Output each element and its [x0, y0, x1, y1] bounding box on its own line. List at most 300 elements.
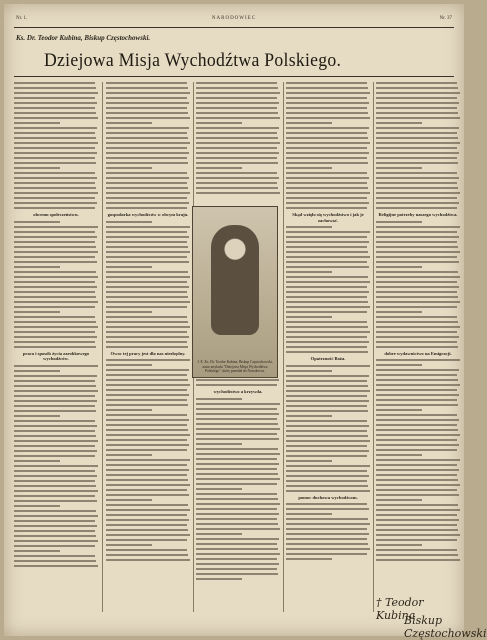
- text-line: [286, 261, 367, 263]
- text-line: [376, 296, 458, 298]
- text-line: [196, 384, 277, 386]
- column-divider: [102, 82, 103, 612]
- text-line: [106, 554, 188, 556]
- text-line: [376, 87, 458, 89]
- text-line: [376, 534, 460, 536]
- text-line: [14, 410, 96, 412]
- text-line: [14, 370, 60, 372]
- text-line: [376, 167, 422, 169]
- text-line: [286, 503, 367, 505]
- text-line: [14, 187, 96, 189]
- text-line: [14, 321, 96, 323]
- text-line: [106, 514, 187, 516]
- text-line: [286, 97, 367, 99]
- text-line: [14, 157, 95, 159]
- text-line: [196, 468, 277, 470]
- text-line: [106, 524, 187, 526]
- text-line: [196, 112, 278, 114]
- text-line: [106, 112, 188, 114]
- text-line: [286, 341, 369, 343]
- text-line: [106, 534, 190, 536]
- text-line: [106, 271, 188, 273]
- text-line: [196, 478, 280, 480]
- text-line: [376, 439, 457, 441]
- text-line: [106, 231, 187, 233]
- text-line: [286, 187, 368, 189]
- text-line: [106, 172, 187, 174]
- text-line: [106, 469, 189, 471]
- text-line: [286, 241, 369, 243]
- text-line: [376, 499, 422, 501]
- text-line: [286, 207, 367, 209]
- text-line: [14, 182, 95, 184]
- text-line: [106, 311, 152, 313]
- text-line: [196, 117, 280, 119]
- text-line: [376, 389, 457, 391]
- text-line: [106, 384, 190, 386]
- text-line: [286, 558, 332, 560]
- text-line: [14, 500, 97, 502]
- text-line: [286, 380, 367, 382]
- text-line: [196, 423, 278, 425]
- text-line: [196, 187, 278, 189]
- text-line: [106, 246, 188, 248]
- text-line: [106, 157, 187, 159]
- text-line: [14, 172, 95, 174]
- text-line: [286, 147, 367, 149]
- text-line: [376, 494, 459, 496]
- text-line: [106, 142, 190, 144]
- text-line: [106, 454, 152, 456]
- text-line: [106, 544, 152, 546]
- text-line: [106, 394, 189, 396]
- text-line: [376, 479, 458, 481]
- text-line: [286, 102, 369, 104]
- text-line: [196, 87, 278, 89]
- text-line: [286, 226, 332, 228]
- text-line: [196, 438, 279, 440]
- text-line: [106, 97, 187, 99]
- newspaper-page: [4, 4, 487, 640]
- text-line: [14, 530, 95, 532]
- text-line: [376, 112, 458, 114]
- text-line: [376, 286, 459, 288]
- text-line: [286, 346, 367, 348]
- text-line: [376, 509, 460, 511]
- text-line: [14, 261, 97, 263]
- text-line: [14, 246, 96, 248]
- text-line: [196, 548, 278, 550]
- text-line: [286, 490, 370, 492]
- text-line: [14, 162, 96, 164]
- text-line: [376, 464, 457, 466]
- text-line: [286, 246, 367, 248]
- text-line: [106, 177, 189, 179]
- text-line: [14, 425, 97, 427]
- text-line: [196, 142, 280, 144]
- text-line: [286, 513, 332, 515]
- text-line: [106, 494, 189, 496]
- text-line: [286, 533, 369, 535]
- text-line: [376, 256, 457, 258]
- text-line: [14, 341, 95, 343]
- text-line: [106, 326, 190, 328]
- text-line: [376, 187, 458, 189]
- text-line: [286, 480, 367, 482]
- text-line: [376, 459, 460, 461]
- text-line: [376, 331, 457, 333]
- text-line: [106, 266, 152, 268]
- text-line: [106, 301, 190, 303]
- text-line: [14, 326, 98, 328]
- text-line: [286, 192, 370, 194]
- text-line: [286, 316, 332, 318]
- text-line: [14, 400, 97, 402]
- text-line: [14, 455, 95, 457]
- text-line: [106, 147, 187, 149]
- text-line: [286, 132, 367, 134]
- section-subhead: obcemu społeczeństwu.: [33, 212, 79, 217]
- text-line: [376, 137, 458, 139]
- text-line: [286, 435, 368, 437]
- text-line: [376, 306, 457, 308]
- text-line: [286, 202, 369, 204]
- text-line: [14, 420, 95, 422]
- text-line: [14, 316, 95, 318]
- text-line: [106, 559, 190, 561]
- text-line: [14, 192, 98, 194]
- text-line: [106, 409, 152, 411]
- text-line: [106, 374, 187, 376]
- text-line: [286, 485, 368, 487]
- text-line: [376, 127, 459, 129]
- text-line: [196, 147, 277, 149]
- text-line: [376, 434, 460, 436]
- text-line: [376, 207, 457, 209]
- text-line: [106, 379, 188, 381]
- text-line: [196, 483, 277, 485]
- text-line: [14, 92, 98, 94]
- text-line: [286, 470, 367, 472]
- text-line: [286, 385, 368, 387]
- text-line: [14, 286, 97, 288]
- text-line: [14, 241, 95, 243]
- text-line: [376, 316, 457, 318]
- text-line: [376, 202, 459, 204]
- text-line: [376, 236, 459, 238]
- text-line: [376, 276, 460, 278]
- text-line: [106, 444, 189, 446]
- text-line: [376, 336, 459, 338]
- text-line: [14, 440, 98, 442]
- text-line: [106, 286, 189, 288]
- text-line: [106, 331, 187, 333]
- text-line: [286, 420, 367, 422]
- text-line: [286, 326, 368, 328]
- text-line: [14, 202, 97, 204]
- text-line: [286, 167, 332, 169]
- text-line: [376, 519, 459, 521]
- issue-number-right: Nr. 37: [439, 16, 452, 21]
- text-line: [106, 306, 187, 308]
- text-line: [376, 474, 457, 476]
- text-line: [106, 449, 187, 451]
- section-subhead: praca i sposób życia zarobkowego wychodźców.: [22, 350, 90, 361]
- text-line: [286, 82, 367, 84]
- text-line: [376, 102, 459, 104]
- text-line: [14, 177, 97, 179]
- text-line: [106, 192, 190, 194]
- text-line: [376, 409, 422, 411]
- text-line: [196, 428, 280, 430]
- text-line: [376, 549, 457, 551]
- text-line: [14, 331, 95, 333]
- text-line: [196, 107, 277, 109]
- text-line: [196, 82, 277, 84]
- text-line: [286, 286, 367, 288]
- text-line: [286, 142, 370, 144]
- text-line: [196, 533, 242, 535]
- text-line: [376, 182, 457, 184]
- text-line: [376, 226, 460, 228]
- text-line: [106, 341, 187, 343]
- text-line: [286, 370, 332, 372]
- text-line: [376, 399, 457, 401]
- text-line: [286, 177, 369, 179]
- column-2: [106, 82, 190, 612]
- text-line: [376, 424, 457, 426]
- text-line: [106, 117, 190, 119]
- text-line: [286, 137, 368, 139]
- text-line: [106, 509, 190, 511]
- text-line: [14, 251, 98, 253]
- text-line: [14, 276, 98, 278]
- article-title: Dziejowa Misja Wychodźtwa Polskiego.: [44, 50, 342, 71]
- text-line: [286, 508, 369, 510]
- text-line: [106, 251, 190, 253]
- text-line: [376, 504, 458, 506]
- text-line: [106, 296, 188, 298]
- newspaper-name: NARODOWIEC: [211, 16, 257, 21]
- text-line: [14, 117, 98, 119]
- text-line: [286, 291, 369, 293]
- text-line: [196, 463, 279, 465]
- text-line: [14, 197, 95, 199]
- text-line: [196, 132, 277, 134]
- text-line: [14, 415, 60, 417]
- text-line: [376, 539, 457, 541]
- text-line: [376, 449, 457, 451]
- text-line: [196, 443, 242, 445]
- text-line: [376, 157, 457, 159]
- text-line: [196, 448, 278, 450]
- text-line: [286, 331, 370, 333]
- text-line: [106, 404, 188, 406]
- text-line: [376, 346, 458, 348]
- column-4: [286, 82, 370, 612]
- text-line: [376, 82, 457, 84]
- column-5: [376, 82, 460, 612]
- text-line: [196, 403, 280, 405]
- text-line: [376, 419, 459, 421]
- text-line: [376, 107, 457, 109]
- page-header: [14, 14, 454, 26]
- text-line: [106, 399, 187, 401]
- text-line: [376, 394, 459, 396]
- text-line: [286, 430, 367, 432]
- text-line: [286, 276, 368, 278]
- text-line: [14, 271, 96, 273]
- text-line: [286, 301, 368, 303]
- text-line: [14, 112, 96, 114]
- text-line: [106, 549, 187, 551]
- text-line: [106, 236, 189, 238]
- text-line: [196, 543, 277, 545]
- section-subhead: pomoc duchowa wychodźcom.: [298, 494, 358, 500]
- text-line: [376, 152, 459, 154]
- text-line: [196, 408, 277, 410]
- text-line: [106, 369, 189, 371]
- text-line: [286, 117, 370, 119]
- text-line: [14, 82, 95, 84]
- text-line: [14, 540, 98, 542]
- text-line: [286, 395, 367, 397]
- text-line: [286, 197, 367, 199]
- text-line: [286, 553, 367, 555]
- text-line: [106, 434, 190, 436]
- section-subhead: Owoc tej pracy jest dla nas niezbędny.: [110, 350, 186, 356]
- section-subhead: dobre wydawnictwo na Emigracji.: [384, 350, 452, 356]
- text-line: [14, 395, 95, 397]
- text-line: [196, 508, 277, 510]
- section-subhead: Opatrzność Boża.: [310, 356, 346, 361]
- text-line: [14, 475, 97, 477]
- text-line: [196, 433, 277, 435]
- text-line: [376, 177, 459, 179]
- text-line: [14, 380, 95, 382]
- text-line: [376, 379, 458, 381]
- text-line: [196, 152, 279, 154]
- text-line: [106, 459, 190, 461]
- text-line: [14, 525, 97, 527]
- column-1: [14, 82, 98, 612]
- text-line: [286, 296, 367, 298]
- text-line: [286, 231, 370, 233]
- text-line: [286, 87, 368, 89]
- issue-number-left: Nr. 1.: [16, 16, 28, 21]
- text-line: [14, 226, 98, 228]
- text-line: [14, 97, 95, 99]
- text-line: [106, 484, 190, 486]
- text-line: [376, 514, 457, 516]
- text-line: [376, 326, 460, 328]
- text-line: [286, 336, 367, 338]
- text-line: [376, 122, 422, 124]
- text-line: [196, 97, 277, 99]
- text-line: [376, 559, 460, 561]
- text-line: [286, 475, 369, 477]
- text-line: [196, 379, 279, 381]
- text-line: [106, 359, 190, 361]
- text-line: [106, 281, 187, 283]
- text-line: [14, 231, 95, 233]
- text-line: [106, 132, 187, 134]
- text-line: [376, 221, 422, 223]
- text-line: [106, 321, 188, 323]
- text-line: [106, 221, 152, 223]
- text-line: [14, 435, 96, 437]
- text-line: [106, 389, 187, 391]
- text-line: [14, 460, 60, 462]
- text-line: [106, 162, 188, 164]
- text-line: [14, 480, 95, 482]
- text-line: [14, 281, 95, 283]
- text-line: [376, 197, 457, 199]
- text-line: [286, 162, 368, 164]
- text-line: [196, 398, 242, 400]
- text-line: [106, 316, 187, 318]
- text-line: [286, 281, 370, 283]
- text-line: [376, 359, 460, 361]
- text-line: [196, 573, 278, 575]
- text-line: [286, 410, 368, 412]
- text-line: [286, 112, 368, 114]
- text-line: [14, 430, 95, 432]
- text-line: [106, 256, 187, 258]
- text-line: [196, 518, 277, 520]
- text-line: [196, 167, 242, 169]
- text-line: [106, 464, 187, 466]
- text-line: [14, 550, 60, 552]
- text-line: [286, 172, 367, 174]
- text-line: [106, 346, 188, 348]
- text-line: [376, 251, 460, 253]
- text-line: [14, 107, 95, 109]
- text-line: [106, 167, 152, 169]
- text-line: [106, 241, 187, 243]
- text-line: [196, 523, 278, 525]
- text-line: [14, 221, 60, 223]
- text-line: [106, 519, 189, 521]
- text-line: [286, 528, 367, 530]
- text-line: [286, 182, 367, 184]
- text-line: [196, 177, 279, 179]
- text-line: [196, 413, 279, 415]
- text-line: [14, 510, 96, 512]
- text-line: [286, 311, 367, 313]
- text-line: [14, 495, 95, 497]
- text-line: [196, 488, 242, 490]
- text-line: [376, 117, 460, 119]
- text-line: [106, 414, 187, 416]
- signature-title: Biskup Częstochowski: [404, 614, 487, 640]
- text-line: [286, 92, 370, 94]
- text-line: [196, 563, 279, 565]
- text-line: [106, 107, 187, 109]
- text-line: [286, 548, 370, 550]
- text-line: [106, 82, 187, 84]
- text-line: [14, 256, 95, 258]
- text-line: [376, 142, 460, 144]
- text-line: [14, 485, 96, 487]
- text-line: [106, 529, 188, 531]
- text-line: [376, 429, 458, 431]
- text-line: [106, 499, 152, 501]
- text-line: [286, 518, 368, 520]
- section-subhead: Skąd wzięło się wychodźstwo i jak je zachować.: [292, 212, 364, 223]
- text-line: [14, 306, 95, 308]
- column-divider: [373, 82, 374, 612]
